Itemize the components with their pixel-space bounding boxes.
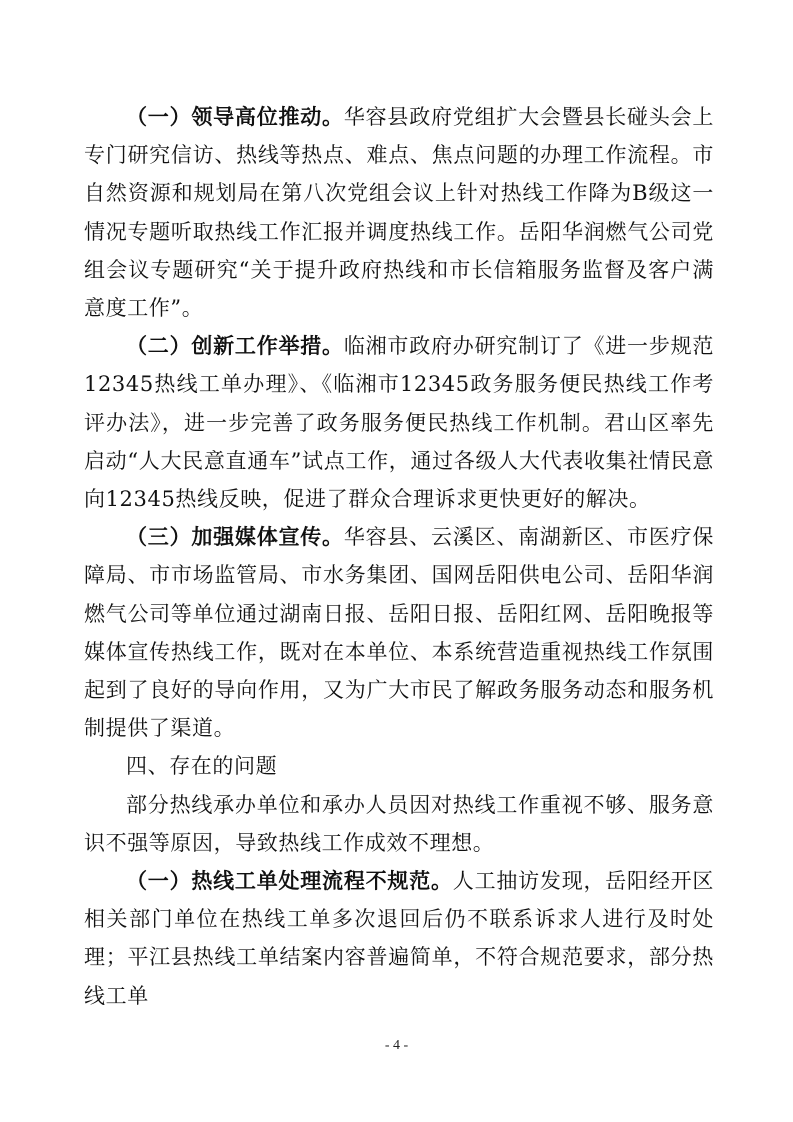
paragraph-text: 华容县、云溪区、南湖新区、市医疗保障局、市市场监管局、市水务集团、国网岳阳供电公司、岳阳华润燃气公司等单位通过湖南日报、岳阳日报、岳阳红网、岳阳晚报等媒体宣传热线工作，既对在本单位、本系统营造重视热线工作氛围起到了良好的导向作用，又为广大市民了解政务服务动态和服务机制提供了渠道。 xyxy=(84,525,715,741)
paragraph-workflow xyxy=(84,862,714,1015)
paragraph-text: 临湘市政府办研究制订了《进一步规范12345热线工单办理》、《临湘市12345政务服务便民热线工作考评办法》，进一步完善了政务服务便民热线工作机制。君山区率先启动“人大民意直通车”试点工作，通过各级人大代表收集社情民意向12345热线反映，促进了群众合理诉求更快更好的解决。 xyxy=(84,334,715,512)
document-body xyxy=(84,98,714,1015)
section-intro: 部分热线承办单位和承办人员因对热线工作重视不够、服务意识不强等原因，导致热线工作成效不理想。 xyxy=(84,792,714,855)
paragraph-text: 华容县政府党组扩大会暨县长碰头会上专门研究信访、热线等热点、难点、焦点问题的办理工作流程。市自然资源和规划局在第八次党组会议上针对热线工作降为B级这一情况专题听取热线工作汇报并调度热线工作。岳阳华润燃气公司党组会议专题研究“关于提升政府热线和市长信箱服务监督及客户满意度工作”。 xyxy=(84,105,715,321)
paragraph-lead: （一）热线工单处理流程不规范。 xyxy=(126,869,453,894)
paragraph-lead: （二）创新工作举措。 xyxy=(126,334,344,359)
paragraph-leadership xyxy=(84,98,714,327)
paragraph-lead: （三）加强媒体宣传。 xyxy=(126,525,344,550)
section-heading: 四、存在的问题 xyxy=(126,754,278,779)
paragraph-lead: （一）领导高位推动。 xyxy=(126,105,344,129)
paragraph-media xyxy=(84,518,714,747)
page-number: - 4 - xyxy=(384,1038,409,1053)
paragraph-innovation xyxy=(84,327,714,518)
paragraph-text: 人工抽访发现，岳阳经开区相关部门单位在热线工单多次退回后仍不联系诉求人进行及时处理；平江县热线工单结案内容普遍简单，不符合规范要求，部分热线工单 xyxy=(84,869,715,1008)
